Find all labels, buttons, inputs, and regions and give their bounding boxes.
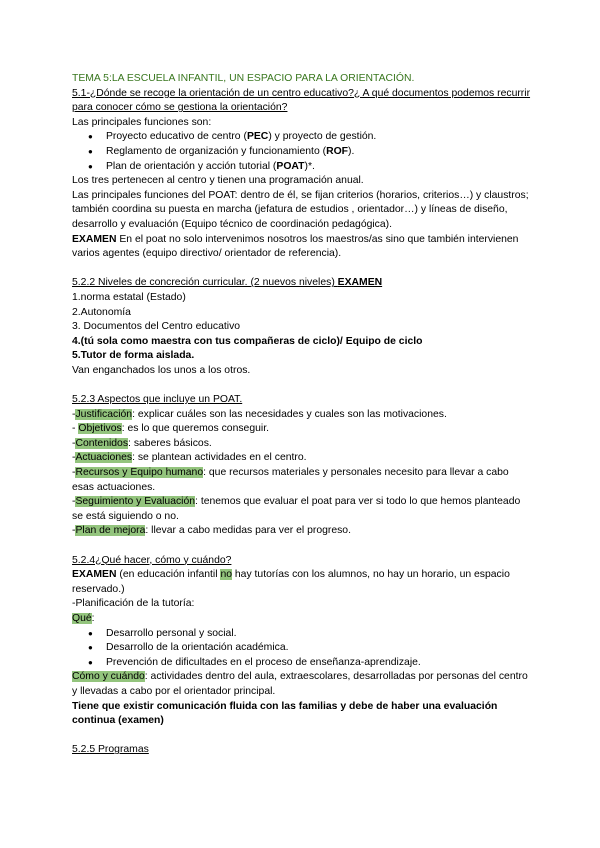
documents-list [72,130,532,174]
list-item: 2.Autonomía [72,306,131,318]
list-item: -Justificación: explicar cuáles son las necesidades y cuales son las motivaciones. [72,408,447,420]
list-item: -Plan de mejora: llevar a cabo medidas para ver el progreso. [72,525,351,537]
list-item: 1.norma estatal (Estado) [72,291,186,303]
list-item: ● Reglamento de organización y funcionamiento (ROF). [72,145,532,160]
list-item: ● Plan de orientación y acción tutorial (POAT)*. [72,160,532,175]
list-item: - Objetivos: es lo que queremos conseguir. [72,423,269,435]
list-item: -Actuaciones: se plantean actividades en el centro. [72,452,307,464]
paragraph: Los tres pertenecen al centro y tienen una programación anual. [72,175,364,187]
paragraph: Cómo y cuándo: actividades dentro del aula, extraescolares, desarrolladas por personas del centro y llevadas a cabo por el orientador principal. [72,671,528,697]
list-item: -Seguimiento y Evaluación: tenemos que evaluar el poat para ver si todo lo que hemos planteado se está siguiendo o no. [72,496,521,522]
list-item: ● Prevención de dificultades en el proceso de enseñanza-aprendizaje. [72,656,532,671]
list-item: ● Proyecto educativo de centro (PEC) y proyecto de gestión. [72,130,532,145]
list-item: 5.Tutor de forma aislada. [72,350,195,362]
document-page [72,72,532,758]
list-item: 3. Documentos del Centro educativo [72,321,241,333]
section-heading-5-2-3: 5.2.3 Aspectos que incluye un POAT. [72,394,243,406]
document-title: TEMA 5:LA ESCUELA INFANTIL, UN ESPACIO PARA LA ORIENTACIÓN. [72,73,415,84]
list-item: ● Desarrollo personal y social. [72,627,532,642]
exam-note: EXAMEN (en educación infantil no hay tutorías con los alumnos, no hay un horario, un espacio reservado.) [72,569,510,595]
section-heading-5-2-5: 5.2.5 Programas [72,744,149,756]
paragraph: Van enganchados los unos a los otros. [72,364,251,376]
functions-intro: Las principales funciones son: [72,116,212,128]
section-heading-5-2-2: 5.2.2 Niveles de concreción curricular. (2 nuevos niveles) EXAMEN [72,277,383,289]
list-item: -Contenidos: saberes básicos. [72,437,212,449]
list-item: ● Desarrollo de la orientación académica. [72,641,532,656]
list-item: -Recursos y Equipo humano: que recursos materiales y personales necesito para llevar a cabo esas actuaciones. [72,467,509,493]
list-item: 4.(tú sola como maestra con tus compañeras de ciclo)/ Equipo de ciclo [72,335,423,347]
que-list [72,627,532,671]
que-label: Qué: [72,612,95,624]
paragraph: Las principales funciones del POAT: dentro de él, se fijan criterios (horarios, criterios…) y claustros; también coordina su puesta en marcha (jefatura de estudios , orientador…) y líneas de diseño, desarrollo y evaluación (Equipo técnico de coordinación pedagógica). [72,189,529,230]
paragraph: -Planificación de la tutoría: [72,598,195,610]
question-5-1: 5.1-¿Dónde se recoge la orientación de un centro educativo?¿ A qué documentos podemos recurrir para conocer cómo se gestiona la orientación? [72,87,531,114]
bold-note: Tiene que existir comunicación fluida con las familias y debe de haber una evaluación continua (examen) [72,700,498,727]
exam-note: EXAMEN En el poat no solo intervenimos nosotros los maestros/as sino que también intervienen varios agentes (equipo directivo/ orientador de referencia). [72,233,519,260]
section-heading-5-2-4: 5.2.4¿Qué hacer, cómo y cuándo? [72,554,232,566]
